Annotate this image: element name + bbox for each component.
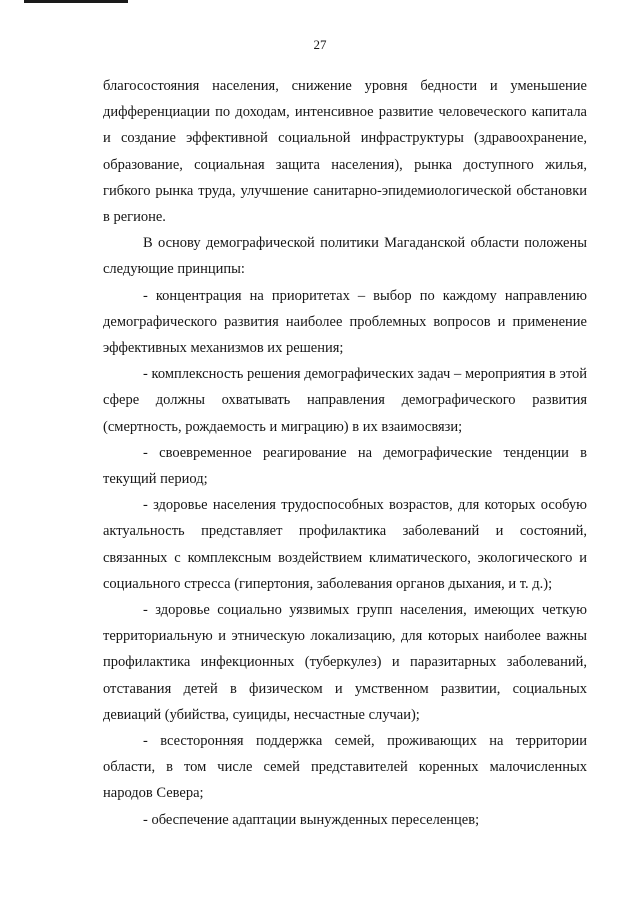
- paragraph-intro: В основу демографической политики Магаданской области положены следующие принципы:: [103, 235, 587, 278]
- principle-item: - комплексность решения демографических задач – мероприятия в этой сфере должны охватывать направления демографического развития (смертность, рождаемость и миграцию) в их взаимосвязи;: [103, 366, 587, 435]
- page-number: 27: [313, 37, 327, 52]
- principle-item: - всесторонняя поддержка семей, проживающих на территории области, в том числе семей представителей коренных малочисленных народов Севера;: [103, 733, 587, 802]
- principle-item: - своевременное реагирование на демографические тенденции в текущий период;: [103, 444, 587, 488]
- principle-item: - обеспечение адаптации вынужденных переселенцев;: [143, 811, 480, 828]
- paragraph-continuation: благосостояния населения, снижение уровня бедности и уменьшение дифференциации по доходам, интенсивное развитие человеческого капитала и создание эффективной социальной инфраструктуры (здравоохранение, образование, социальная защита населения), рынка доступного жилья, гибкого рынка труда, улучшение санитарно-эпидемиологической обстановки в регионе.: [103, 78, 587, 226]
- top-rule: [24, 0, 128, 3]
- principle-item: - здоровье населения трудоспособных возрастов, для которых особую актуальность представляет профилактика заболеваний и состояний, связанных с комплексным воздействием климатического, экологического и социального стресса (гипертония, заболевания органов дыхания, и т. д.);: [103, 497, 587, 592]
- document-body: [103, 73, 587, 833]
- principle-item: - концентрация на приоритетах – выбор по каждому направлению демографического развития наиболее проблемных вопросов и применение эффективных механизмов их решения;: [103, 287, 587, 357]
- principle-item: - здоровье социально уязвимых групп населения, имеющих четкую территориальную и этническую локализацию, для которых наиболее важны профилактика инфекционных (туберкулез) и паразитарных заболеваний, отставания детей в физическом и умственном развитии, социальных девиаций (убийства, суициды, несчастные случаи);: [103, 602, 587, 723]
